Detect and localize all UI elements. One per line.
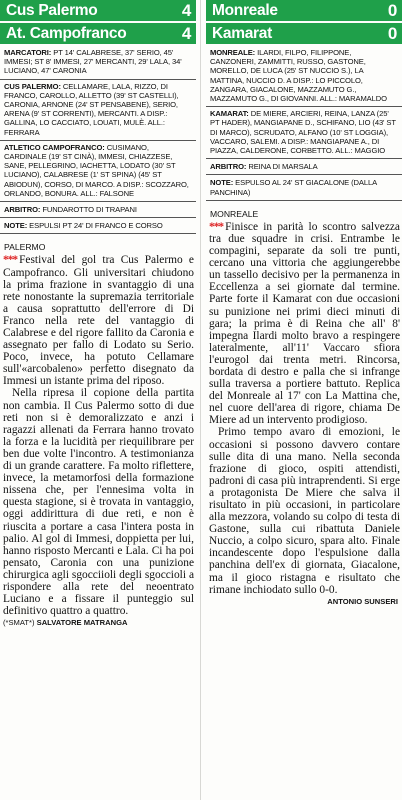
lineup-cus-palermo [0,80,196,141]
team-name: At. Campofranco [6,24,127,42]
referee-box [0,202,196,218]
byline [209,597,402,606]
dateline: PALERMO [4,242,46,253]
byline-author: SALVATORE MATRANGA [36,618,128,628]
byline-prefix: (*SMAT*) [3,618,35,628]
box-text: ESPULSI PT 24' DI FRANCO E CORSO [27,221,163,231]
box-text: FUNDAROTTO DI TRAPANI [40,205,137,215]
article-right [206,0,402,606]
article-body [0,254,196,617]
team-name: Cus Palermo [6,1,98,19]
paragraph-text: Finisce in parità lo scontro salvezza tra due squadre in crisi. Entrambe le compagini, separate da soli tre punti, cercano una vittoria che aggiungerebbe un tassello decisivo per la permanenza in Eccellenza a sei giornate dal termine. Parte forte il Kamarat con due occasioni su punizione nei primi dieci minuti di gara; la prima è di Reina che all' 8' impegna Ilardi molto bravo a respingere lateralmente, all'11' Vaccaro sfiora l'eurogol dai trenta metri. Rincorsa, bordata di destro e palla che si infrange sulla traversa a portiere battuto. Replica del Monreale al 17' con La Mattina che, nel cuore dell'area di rigore, chiama De Miere ad un intervento prodigioso. [209,220,400,427]
team-score: 0 [387,0,397,20]
scorers-box [0,46,196,80]
box-text: PT 14' CALABRESE, 37' SERIO, 45' IMMESI; ST 8' IMMESI, 27' MERCANTI, 29' LALA, 34' LUCIANO, 47' CARONIA [4,48,182,76]
dateline: MONREALE [210,208,259,219]
box-text: ESPULSO AL 24' ST GIACALONE (DALLA PANCHINA) [210,178,377,197]
paragraph [209,221,400,427]
byline [3,618,196,627]
box-label: MONREALE: [210,48,256,57]
stars-mark: *** [3,254,18,267]
box-label: MARCATORI: [4,48,52,57]
lineup-atletico-campofranco [0,141,196,202]
box-label: NOTE: [4,221,28,231]
box-text: DE MIERE, ARCIERI, REINA, LANZA (25' PT HADER), MANGIAPANE D., SCHIFANO, LIO (43' ST DI MARCO), SCRUDATO, ALFANO (10' ST LOGGIA), VACCARO, SALEMI. A DISP.: MANGIAPANE A., DI PIAZZA, CALDERONE, CORBETTO. ALL.: MAGGIO [210,109,396,156]
box-text: CELLAMARE, LALA, RIZZO, DI FRANCO, CAROLLO, ALLETTO (39' ST CASTELLI), CARONIA, ARNONE (24' ST PENSABENE), SERIO, ARENA (9' ST CORRENTI), MERCANTI. A DISP.: GALLINA, LO CACCIATO, LOUATI, MULÈ. ALL.: FERRARA [4,81,179,137]
stars-mark: *** [209,220,224,233]
box-label: ARBITRO: [210,162,247,172]
paragraph-text: Festival del gol tra Cus Palermo e Campofranco. Gli universitari chiudono la prima frazione in svantaggio di una rete nonostante la supremazia territoriale a causa soprattutto dell'errore di Di Franco nella rete del vantaggio di Calabrese e del rigore fallito da Caronia e assegnato per fallo di Lodato su Serio. Poco, invece, ha potuto Cellamare sull'«arcobaleno» perfetto disegnato da Immesi un istante prima del riposo. [3,254,194,388]
box-text: CUSIMANO, CARDINALE (19' ST CINÀ), IMMESI, CHIAZZESE, SANE, PELLEGRINO, IACHETTA, LODATO (30' ST LUCIANO), CALABRESE (1' ST SPINA) (45' ST ABIODUN), CORSO, DI MARCO. A DISP.: SCOZZARO, ORLANDO, BONURA. ALL.: FALSONE [4,142,189,198]
box-label: NOTE: [210,178,234,188]
article-body [206,221,402,596]
byline-author: ANTONIO SUNSERI [327,596,398,606]
box-label: ATLETICO CAMPOFRANCO: [4,142,105,152]
team-header-away [0,23,196,44]
box-text: REINA DI MARSALA [246,162,318,172]
referee-box [206,159,402,175]
team-name: Monreale [212,1,278,19]
team-header-home [0,0,196,21]
paragraph: Nella ripresa il copione della partita non cambia. Il Cus Palermo sotto di due reti non si è demoralizzato e anzi i ragazzi allenati da Ferrara hanno trovato la forza e la lucidità per riequilibrare per ben due volte l'incontro. A testimonianza di un grande carattere. Fa molto riflettere, invece, la metamorfosi della formazione nissena che, per l'ennesima volta in questa stagione, si è trovata in vantaggio, oggi addirittura di due reti, e non è riuscita a portare a casa l'intera posta in palio. Al gol di Immesi, doppietta per lui, hanno risposto Mercanti e Lala. Ci ha poi pensato, Caronia con una punizione chirurgica agli sgocciioli degli sgoccioli a rispondere alla rete del neoentrato Luciano e a fissare il punteggio sul definitivo quattro a quattro. [3,387,194,618]
team-name: Kamarat [212,24,272,42]
box-label: KAMARAT: [210,109,249,119]
article-left [0,0,196,627]
notes-box [0,218,196,234]
box-text: ILARDI, FILPO, FILIPPONE, CANZONERI, ZAMMITTI, RUSSO, GASTONE, MORELLO, DE LUCA (25' ST NUCCIO S.), LA MATTINA, NUCCIO D. A DISP.: LO PICCOLO, ZANGARA, GIACALONE, MAZZAMUTO G., MAZZAMUTO G., DI GIOVANNI. ALL.: MARAMALDO [210,48,387,104]
box-label: ARBITRO: [4,205,41,215]
paragraph [3,254,194,387]
team-score: 4 [181,23,191,43]
box-label: CUS PALERMO: [4,81,61,91]
team-score: 0 [387,23,397,43]
team-header-home [206,0,402,21]
lineup-monreale [206,46,402,107]
paragraph: Primo tempo avaro di emozioni, le occasioni si possono davvero contare sulle dita di una mano. Nella seconda frazione di gioco, ospiti attendisti, padroni di casa più intraprendenti. Si erge a protagonista De Miere che salva il risultato in più occasioni, in particolare alla mezzora, volando su colpo di testa di Gastone, sulla cui ribattuta Daniele Nuccio, a colpo sicuro, spara alto. Finale incandescente dopo l'espulsione dalla panchina dell'ex di giornata, Giacalone, ma il gioco ristagna e risultato che rimane inchiodato sullo 0-0. [209,426,400,596]
team-header-away [206,23,402,44]
notes-box [206,175,402,200]
lineup-kamarat [206,107,402,159]
column-divider [200,0,201,800]
team-score: 4 [181,0,191,20]
